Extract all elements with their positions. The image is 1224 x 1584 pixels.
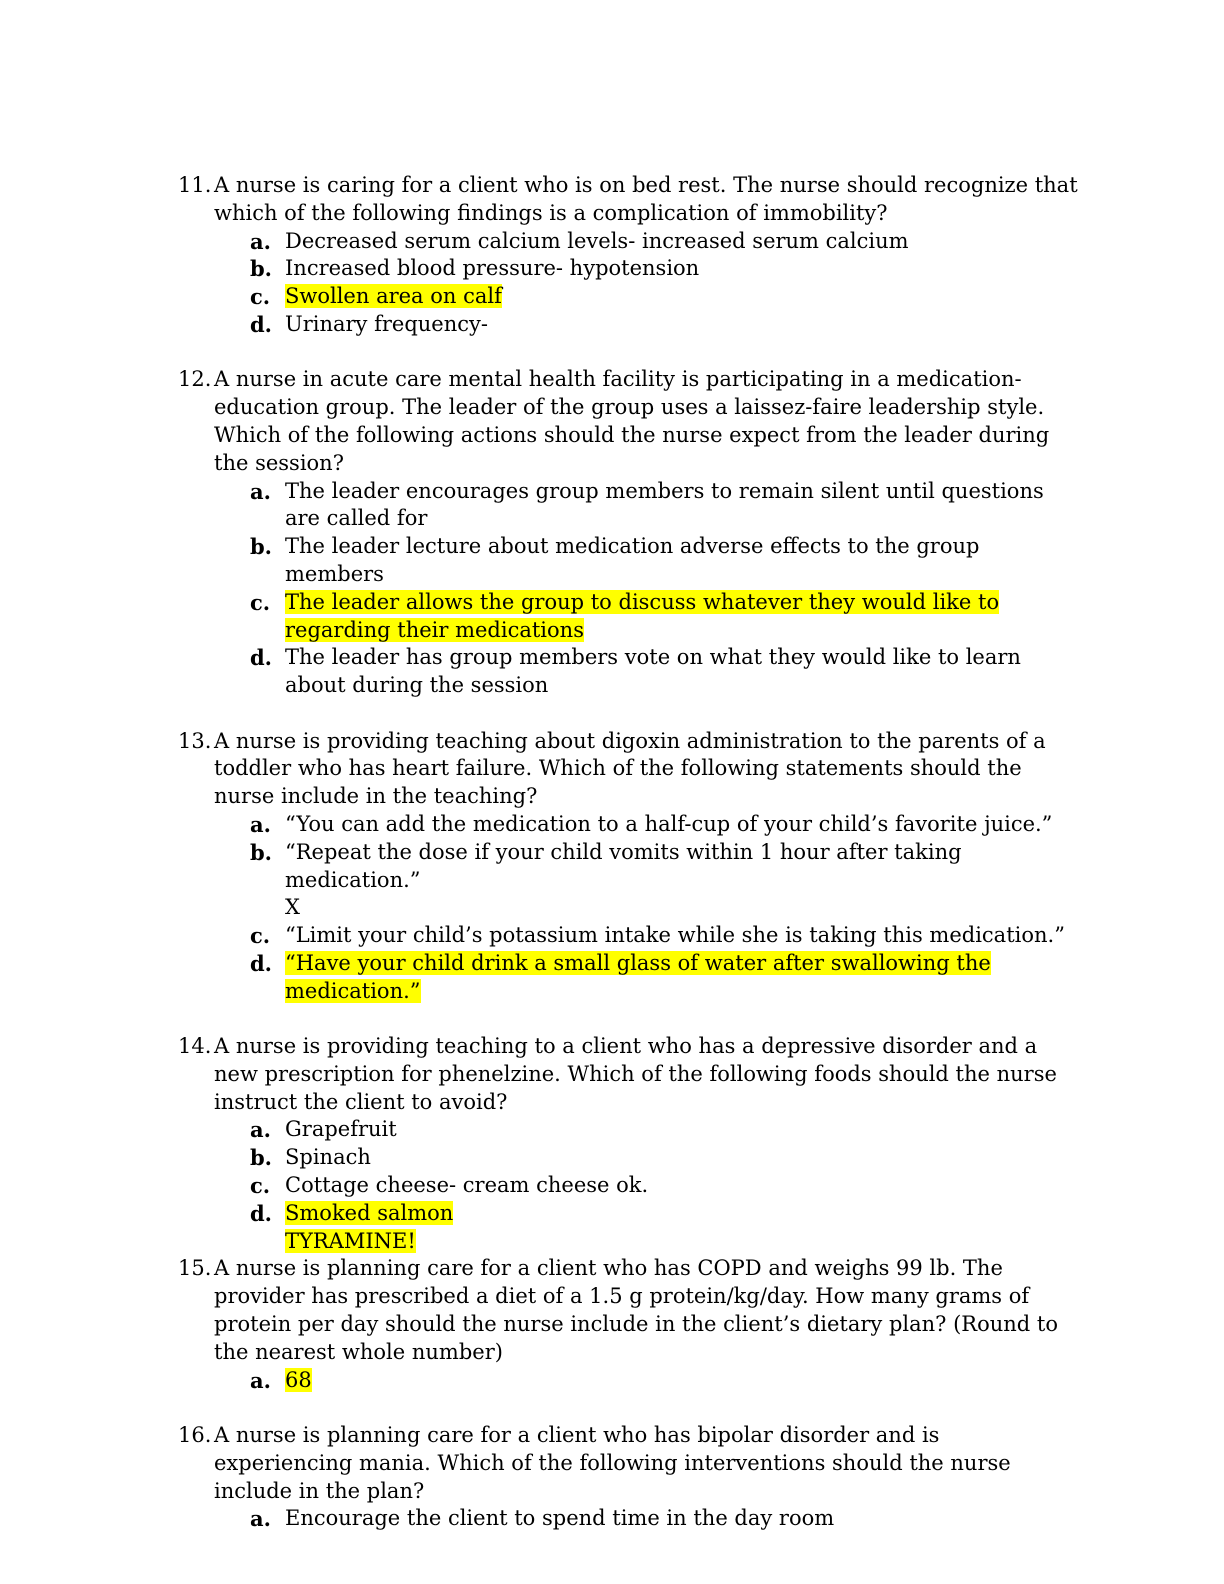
option-label: a. <box>250 228 271 254</box>
question-12 <box>178 366 1078 700</box>
option-text: Cottage cheese- cream cheese ok. <box>285 1173 649 1198</box>
option-text: “You can add the medication to a half-cup of your child’s favorite juice.” <box>285 811 1053 836</box>
option-a <box>250 811 1078 839</box>
option-b <box>250 533 1078 589</box>
option-text: Decreased serum calcium levels- increased serum calcium <box>285 228 909 253</box>
question-14 <box>178 1033 1078 1255</box>
option-label: c. <box>250 589 271 615</box>
question-text: A nurse is planning care for a client who has bipolar disorder and is experiencing mania. Which of the following interventions should the nurse include in the plan? <box>214 1423 1011 1503</box>
question-number: 16. <box>178 1423 212 1448</box>
question-text: A nurse is providing teaching about digoxin administration to the parents of a toddler who has heart failure. Which of the following statements should the nurse include in the teaching? <box>214 728 1046 809</box>
option-d <box>250 311 1078 339</box>
question-number: 12. <box>178 367 212 392</box>
question-15 <box>178 1255 1078 1394</box>
question-list <box>178 172 1078 1561</box>
option-list <box>250 1116 1078 1255</box>
option-label: d. <box>250 950 272 976</box>
question-number: 11. <box>178 173 212 197</box>
option-text: The leader encourages group members to remain silent until questions are called for <box>285 478 1044 531</box>
option-label: b. <box>250 534 272 560</box>
highlighted-answer: Smoked salmon <box>285 1200 454 1225</box>
option-list <box>250 478 1078 700</box>
option-a <box>250 1367 1078 1395</box>
option-text: Grapefruit <box>285 1117 397 1142</box>
option-label: b. <box>250 256 272 282</box>
option-label: b. <box>250 839 272 865</box>
option-b <box>250 255 1078 283</box>
option-list <box>250 1367 1078 1395</box>
option-b <box>250 1144 1078 1172</box>
option-label: a. <box>250 1506 271 1532</box>
handwritten-note: X <box>285 895 300 920</box>
option-c <box>250 922 1078 950</box>
option-b <box>250 839 1078 922</box>
option-label: d. <box>250 311 272 337</box>
option-text: Spinach <box>285 1145 371 1170</box>
option-d <box>250 1200 1078 1256</box>
option-text: “Repeat the dose if your child vomits within 1 hour after taking medication.” <box>285 839 962 892</box>
question-number: 15. <box>178 1256 212 1281</box>
option-text: Increased blood pressure- hypotension <box>285 256 700 281</box>
highlighted-answer: 68 <box>285 1367 312 1392</box>
question-11 <box>178 172 1078 339</box>
highlighted-answer: Swollen area on calf <box>285 284 502 309</box>
option-c <box>250 283 1078 311</box>
question-text: A nurse in acute care mental health facility is participating in a medication-education group. The leader of the group uses a laissez-faire leadership style. Which of the following actions should the nurse expect from the leader during the session? <box>214 367 1050 475</box>
question-16 <box>178 1422 1078 1533</box>
question-13 <box>178 728 1078 1006</box>
option-a <box>250 1116 1078 1144</box>
option-list <box>250 811 1078 1006</box>
option-list <box>250 1505 1078 1533</box>
option-text: The leader has group members vote on what they would like to learn about during the session <box>285 645 1021 698</box>
question-text: A nurse is providing teaching to a client who has a depressive disorder and a new prescription for phenelzine. Which of the following foods should the nurse instruct the client to avoid? <box>214 1034 1057 1114</box>
option-d <box>250 644 1078 700</box>
option-text: The leader lecture about medication adverse effects to the group members <box>285 534 980 586</box>
option-label: a. <box>250 1117 271 1143</box>
question-text: A nurse is planning care for a client who has COPD and weighs 99 lb. The provider has prescribed a diet of a 1.5 g protein/kg/day. How many grams of protein per day should the nurse include in the client’s dietary plan? (Round to the nearest whole number) <box>214 1256 1058 1364</box>
option-label: a. <box>250 1367 271 1393</box>
option-a <box>250 1505 1078 1533</box>
question-text: A nurse is caring for a client who is on bed rest. The nurse should recognize that which of the following findings is a complication of immobility? <box>214 173 1078 225</box>
highlighted-answer: “Have your child drink a small glass of water after swallowing the medication.” <box>285 950 991 1003</box>
option-label: c. <box>250 923 271 949</box>
option-label: c. <box>250 1173 271 1199</box>
question-number: 13. <box>178 728 212 753</box>
option-c <box>250 1172 1078 1200</box>
question-number: 14. <box>178 1034 212 1059</box>
highlighted-note: TYRAMINE! <box>285 1228 416 1253</box>
option-a <box>250 478 1078 534</box>
option-list <box>250 228 1078 339</box>
option-c <box>250 589 1078 645</box>
option-text: Urinary frequency- <box>285 311 488 336</box>
option-text: “Limit your child’s potassium intake while she is taking this medication.” <box>285 923 1065 948</box>
option-text: Encourage the client to spend time in the day room <box>285 1506 835 1531</box>
option-d <box>250 950 1078 1006</box>
option-label: a. <box>250 811 271 837</box>
option-a <box>250 228 1078 256</box>
option-label: d. <box>250 1200 272 1226</box>
highlighted-answer: The leader allows the group to discuss whatever they would like to regarding their medications <box>285 589 1000 642</box>
option-label: b. <box>250 1145 272 1171</box>
option-label: d. <box>250 645 272 671</box>
option-label: c. <box>250 284 271 310</box>
option-label: a. <box>250 478 271 504</box>
